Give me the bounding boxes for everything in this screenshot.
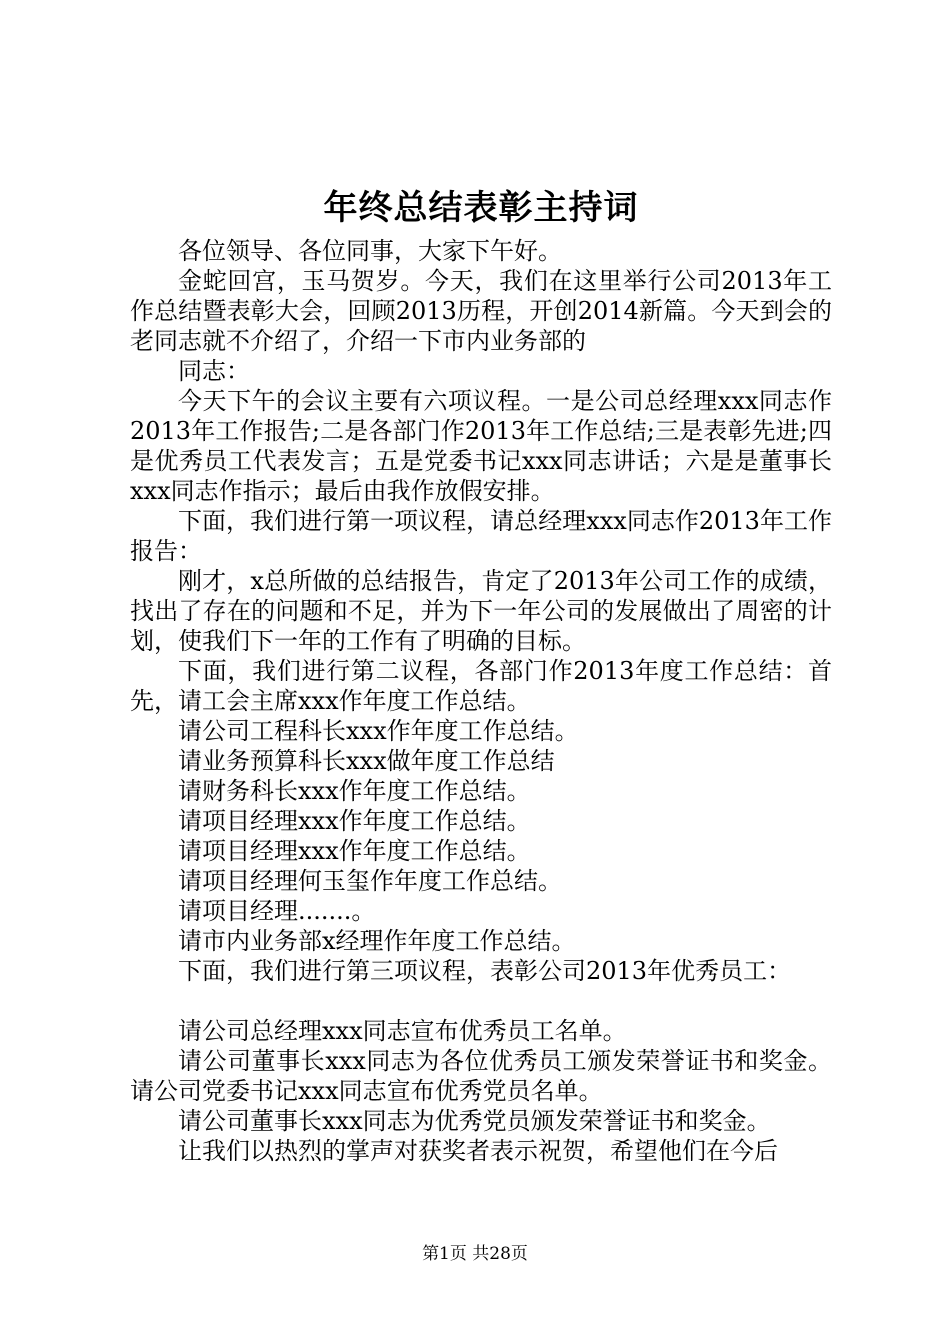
paragraph-project-manager-1: 请项目经理xxx作年度工作总结。 [178,807,531,835]
paragraph-project-manager-2: 请项目经理xxx作年度工作总结。 [178,837,531,865]
paragraph-opening: 金蛇回宫，玉马贺岁。今天，我们在这里举行公司2013年工作总结暨表彰大会，回顾2013历程，开创2014新篇。今天到会的老同志就不介绍了，介绍一下市内业务部的 [130,267,832,355]
paragraph-applause: 让我们以热烈的掌声对获奖者表示祝贺，希望他们在今后 [178,1137,778,1165]
document-page [130,180,832,1166]
paragraph-item-one: 下面，我们进行第一项议程，请总经理xxx同志作2013年工作报告： [130,507,832,565]
page-footer: 第1页 共28页 [422,1244,528,1264]
paragraph-engineering: 请公司工程科长xxx作年度工作总结。 [178,717,579,745]
document-title: 年终总结表彰主持词 [323,188,639,228]
paragraph-finance: 请财务科长xxx作年度工作总结。 [178,777,531,805]
paragraph-agenda: 今天下午的会议主要有六项议程。一是公司总经理xxx同志作2013年工作报告;二是各部门作2013年工作总结;三是表彰先进;四是优秀员工代表发言；五是党委书记xxx同志讲话；六是是董事长xxx同志作指示；最后由我作放假安排。 [130,387,832,505]
paragraph-award-employees: 请公司董事长xxx同志为各位优秀员工颁发荣誉证书和奖金。请公司党委书记xxx同志宣布优秀党员名单。 [130,1047,832,1105]
paragraph-spacer [130,986,832,1016]
paragraph-item-three: 下面，我们进行第三项议程，表彰公司2013年优秀员工： [178,957,792,985]
paragraph-city-business: 请市内业务部x经理作年度工作总结。 [178,927,576,955]
paragraph-greeting: 各位领导、各位同事，大家下午好。 [178,237,562,265]
paragraph-award-party-members: 请公司董事长xxx同志为优秀党员颁发荣誉证书和奖金。 [178,1107,771,1135]
paragraph-announce-employees: 请公司总经理xxx同志宣布优秀员工名单。 [178,1017,627,1045]
paragraph-project-manager-4: 请项目经理.......。 [178,897,376,925]
paragraph-budget: 请业务预算科长xxx做年度工作总结 [178,747,555,775]
paragraph-project-manager-3: 请项目经理何玉玺作年度工作总结。 [178,867,562,895]
paragraph-item-two: 下面，我们进行第二议程，各部门作2013年度工作总结：首先，请工会主席xxx作年度工作总结。 [130,657,832,715]
paragraph-comrades: 同志： [178,357,250,385]
document-body [130,236,832,1166]
paragraph-report-summary: 刚才，x总所做的总结报告，肯定了2013年公司工作的成绩，找出了存在的问题和不足，并为下一年公司的发展做出了周密的计划，使我们下一年的工作有了明确的目标。 [130,567,832,655]
